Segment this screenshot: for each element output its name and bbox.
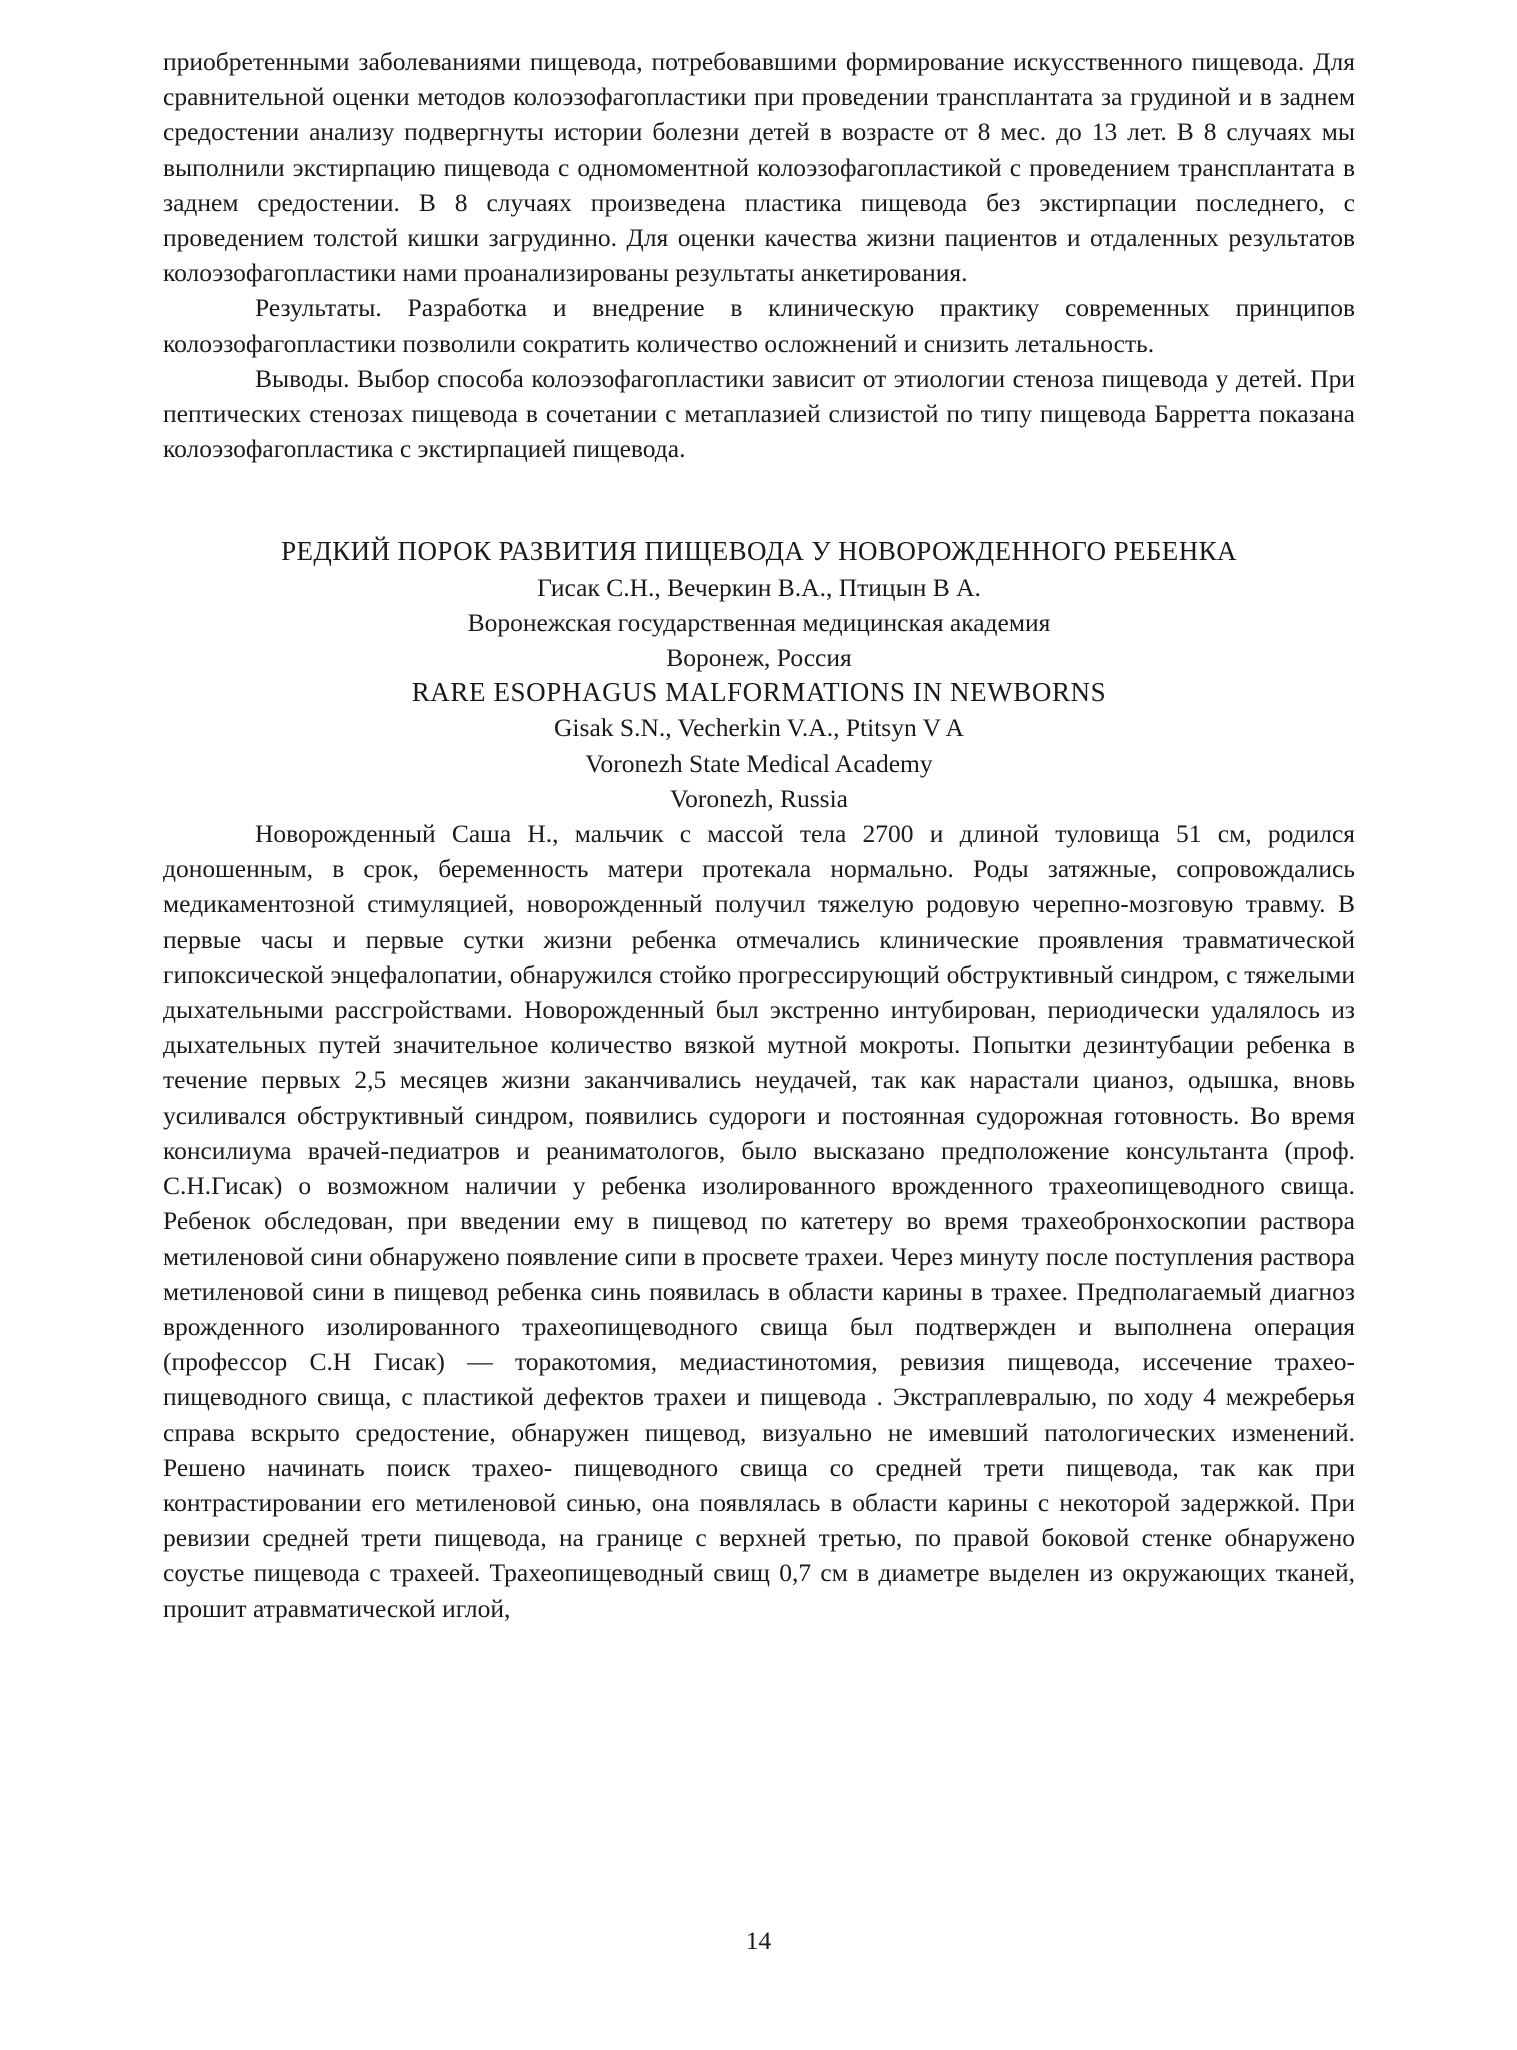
paragraph-methods: приобретенными заболеваниями пищевода, потребовавшими формирование искусственного пищевода. Для сравнительной оценки методов колоэзофагопластики при проведении трансплантата за грудиной и в заднем средостении анализу подвергнуты истории болезни детей в возрасте от 8 мес. до 13 лет. В 8 случаях мы выполнили экстирпацию пищевода с одномоментной колоэзофагопластикой с проведением трансплантата в заднем средостении. В 8 случаях произведена пластика пищевода без экстирпации последнего, с проведением толстой кишки загрудинно. Для оценки качества жизни пациентов и отдаленных результатов колоэзофагопластики нами проанализированы результаты анкетирования. — [163, 47, 1355, 288]
document-page — [163, 44, 1355, 1626]
section-gap — [163, 466, 1355, 534]
article-city-en: Voronezh, Russia — [669, 783, 848, 813]
article-authors-ru: Гисак С.Н., Вечеркин В.А., Птицын В А. — [537, 572, 981, 602]
article-institution-ru: Воронежская государственная медицинская академия — [467, 607, 1051, 637]
paragraph-results: Результаты. Разработка и внедрение в клиническую практику современных принципов колоэзофагопластики позволили сократить количество осложнений и снизить летальность. — [163, 293, 1355, 358]
article-title-ru: РЕДКИЙ ПОРОК РАЗВИТИЯ ПИЩЕВОДА У НОВОРОЖДЕННОГО РЕБЕНКА — [281, 536, 1237, 567]
article-body: Новорожденный Саша Н., мальчик с массой тела 2700 и длиной туловища 51 см, родился доношенным, в срок, беременность матери протекала нормально. Роды затяжные, сопровождались медикаментозной стимуляцией, новорожденный получил тяжелую родовую черепно-мозговую травму. В первые часы и первые сутки жизни ребенка отмечались клинические проявления травматической гипоксической энцефалопатии, обнаружился стойко прогрессирующий обструктивный синдром, с тяжелыми дыхательными рассгройствами. Новорожденный был экстренно интубирован, периодически удалялось из дыхательных путей значительное количество вязкой мутной мокроты. Попытки дезинтубации ребенка в течение первых 2,5 месяцев жизни заканчивались неудачей, так как нарастали цианоз, одышка, вновь усиливался обструктивный синдром, появились судороги и постоянная судорожная готовность. Во время консилиума врачей-педиатров и реаниматологов, было высказано предположение консультанта (проф. С.Н.Гисак) о возможном наличии у ребенка изолированного врожденного трахеопищеводного свища. Ребенок обследован, при введении ему в пищевод по катетеру во время трахеобронхоскопии раствора метиленовой сини обнаружено появление сипи в просвете трахеи. Через минуту после поступления раствора метиленовой сини в пищевод ребенка синь появилась в области карины в трахее. Предполагаемый диагноз врожденного изолированного трахеопищеводного свища был подтвержден и выполнена операция (профессор С.Н Гисак) — торакотомия, медиастинотомия, ревизия пищевода, иссечение трахео-пищеводного свища, с пластикой дефектов трахеи и пищевода . Экстраплевралыю, по ходу 4 межреберья справа вскрыто средостение, обнаружен пищевод, визуально не имевший патологических изменений. Решено начинать поиск трахео- пищеводного свища со средней трети пищевода, так как при контрастировании его метиленовой синью, она появлялась в области карины с некоторой задержкой. При ревизии средней трети пищевода, на границе с верхней третью, по правой боковой стенке обнаружено соустье пищевода с трахеей. Трахеопищеводный свищ 0,7 см в диаметре выделен из окружающих тканей, прошит атравматической иглой, — [163, 819, 1355, 1623]
article-city-ru: Воронеж, Россия — [666, 643, 852, 673]
article-authors-en: Gisak S.N., Vecherkin V.A., Ptitsyn V A — [554, 713, 964, 743]
article-title-en: RARE ESOPHAGUS MALFORMATIONS IN NEWBORNS — [411, 677, 1107, 708]
article-institution-en: Voronezh State Medical Academy — [585, 748, 933, 778]
page-number: 14 — [745, 1926, 772, 1955]
paragraph-conclusions: Выводы. Выбор способа колоэзофагопластики зависит от этиологии стеноза пищевода у детей. При пептических стенозах пищевода в сочетании с метаплазией слизистой по типу пищевода Барретта показана колоэзофагопластика с экстирпацией пищевода. — [163, 363, 1355, 464]
